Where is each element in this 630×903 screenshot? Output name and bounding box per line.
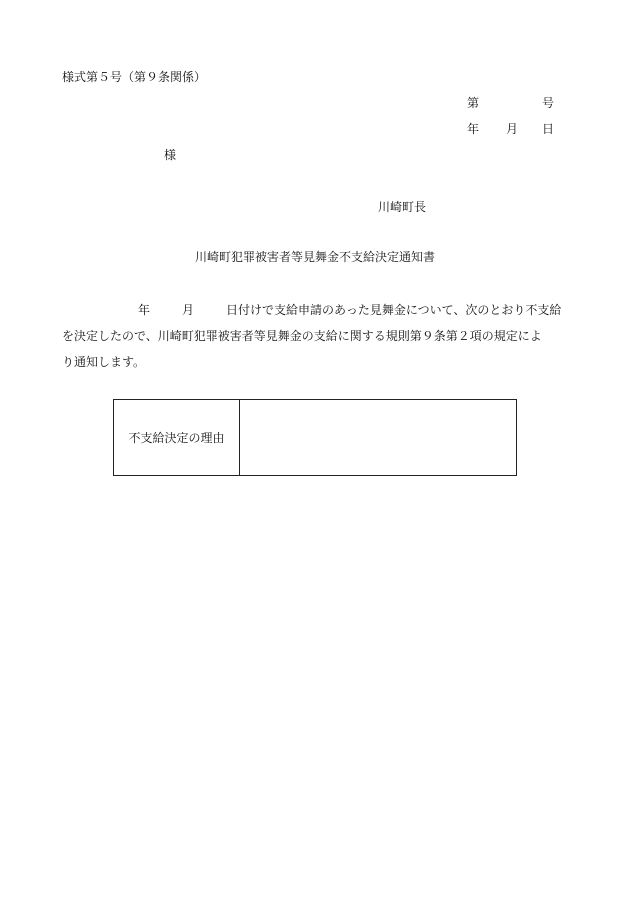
issuer-name: 川崎町長 [378,200,427,214]
document-title: 川崎町犯罪被害者等見舞金不支給決定通知書 [194,250,435,264]
body-line-1 [62,297,582,323]
body-line-2: を決定したので、川崎町犯罪被害者等見舞金の支給に関する規則第９条第２項の規定によ [62,329,542,343]
body-line-3: り通知します。 [62,355,146,369]
reason-table [113,399,517,476]
document-number-suffix: 号 [542,96,555,110]
reason-label: 不支給決定の理由 [128,431,225,445]
notice-body [62,297,582,375]
form-number-label: 様式第５号（第９条関係） [62,70,207,84]
date-month-unit: 月 [506,122,519,136]
body-line-1-text: 日付けで支給申請のあった見舞金について、次のとおり不支給 [226,303,562,317]
reason-label-cell [114,400,240,475]
date-day-unit: 日 [542,122,555,136]
document-number-prefix: 第 [467,96,480,110]
body-month-unit: 月 [182,303,195,317]
date-year-unit: 年 [467,122,480,136]
reason-value-cell [240,400,516,475]
body-year-unit: 年 [138,303,151,317]
addressee-honorific: 様 [164,148,177,162]
